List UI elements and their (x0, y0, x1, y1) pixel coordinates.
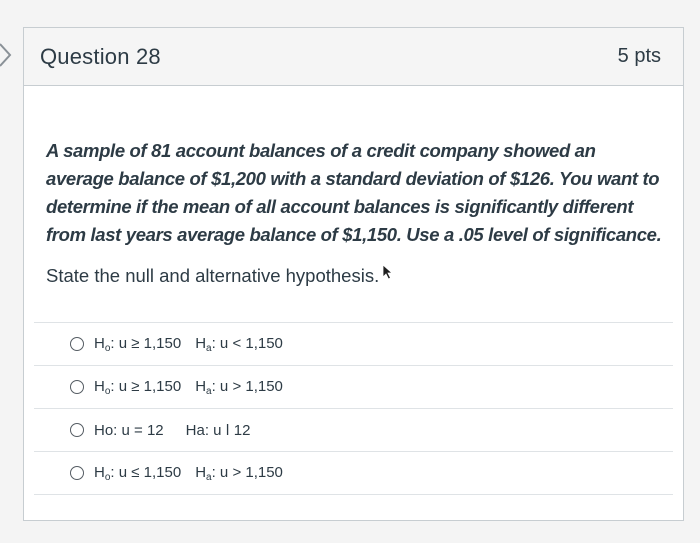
question-title: Question 28 (40, 43, 161, 69)
answer-list (24, 322, 683, 495)
question-body (24, 86, 683, 288)
mouse-pointer-icon (382, 264, 394, 280)
question-text: A sample of 81 account balances of a credit company showed an average balance of $1,200 with a standard deviation of $126. You want to determine if the mean of all account balances is significantly different from last years average balance of $1,150. Use a .05 level of significance. (46, 140, 662, 245)
answer-option-3[interactable] (34, 408, 673, 451)
chevron-right-icon[interactable] (0, 40, 16, 70)
answer-label: $H_o$: u ≤ 1,150 $H_a$: u > 1,150 (94, 463, 283, 483)
radio-button[interactable] (70, 423, 84, 437)
prompt-text: State the null and alternative hypothesis. (46, 265, 380, 286)
answer-option-2[interactable] (34, 365, 673, 408)
answer-label: $H_o$: u ≥ 1,150 $H_a$: u > 1,150 (94, 377, 283, 397)
radio-button[interactable] (70, 380, 84, 394)
answer-option-4[interactable] (34, 451, 673, 495)
question-header (24, 28, 683, 86)
radio-button[interactable] (70, 466, 84, 480)
question-prompt (46, 264, 379, 288)
answer-label: Ho: u = 12 Ha: u ǀ 12 (94, 421, 251, 439)
answer-option-1[interactable] (34, 322, 673, 365)
radio-button[interactable] (70, 337, 84, 351)
answer-label: $H_o$: u ≥ 1,150 $H_a$: u < 1,150 (94, 334, 283, 354)
question-card (23, 27, 684, 521)
question-points: 5 pts (617, 45, 661, 67)
